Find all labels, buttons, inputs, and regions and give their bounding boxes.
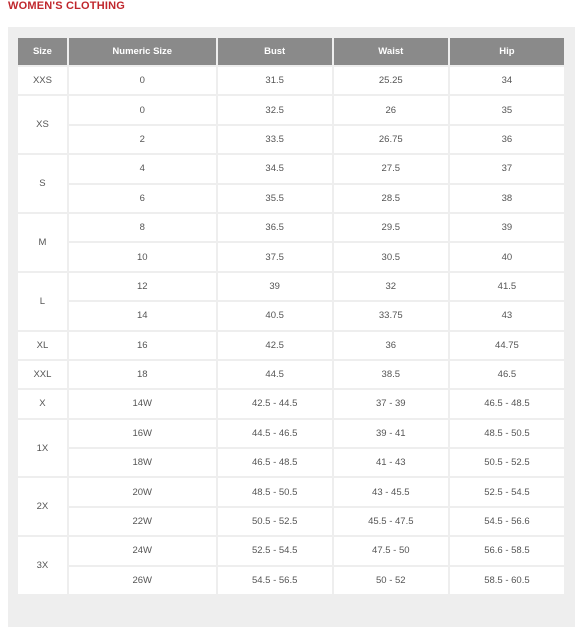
table-row — [18, 537, 564, 564]
waist-cell: 47.5 - 50 — [334, 537, 448, 564]
bust-cell: 54.5 - 56.5 — [218, 567, 332, 594]
table-row — [18, 243, 564, 270]
bust-cell: 34.5 — [218, 155, 332, 182]
numeric-size-cell: 18W — [69, 449, 216, 476]
numeric-size-cell: 2 — [69, 126, 216, 153]
numeric-size-cell: 12 — [69, 273, 216, 300]
hip-cell: 38 — [450, 185, 564, 212]
bust-cell: 37.5 — [218, 243, 332, 270]
table-row — [18, 332, 564, 359]
hip-cell: 40 — [450, 243, 564, 270]
waist-cell: 29.5 — [334, 214, 448, 241]
waist-cell: 50 - 52 — [334, 567, 448, 594]
waist-cell: 33.75 — [334, 302, 448, 329]
size-cell: M — [18, 214, 67, 271]
waist-cell: 32 — [334, 273, 448, 300]
table-row — [18, 214, 564, 241]
header-bust: Bust — [218, 38, 332, 65]
size-cell: 2X — [18, 478, 67, 535]
numeric-size-cell: 6 — [69, 185, 216, 212]
numeric-size-cell: 8 — [69, 214, 216, 241]
numeric-size-cell: 0 — [69, 96, 216, 123]
size-cell: XL — [18, 332, 67, 359]
table-header-row — [18, 38, 564, 65]
waist-cell: 38.5 — [334, 361, 448, 388]
hip-cell: 52.5 - 54.5 — [450, 478, 564, 505]
table-row — [18, 508, 564, 535]
bust-cell: 44.5 — [218, 361, 332, 388]
table-row — [18, 567, 564, 594]
size-cell: XS — [18, 96, 67, 153]
hip-cell: 58.5 - 60.5 — [450, 567, 564, 594]
header-hip: Hip — [450, 38, 564, 65]
size-chart-table — [16, 36, 566, 596]
numeric-size-cell: 16 — [69, 332, 216, 359]
size-cell: 1X — [18, 420, 67, 477]
bust-cell: 39 — [218, 273, 332, 300]
size-cell: X — [18, 390, 67, 417]
bust-cell: 42.5 - 44.5 — [218, 390, 332, 417]
bust-cell: 35.5 — [218, 185, 332, 212]
numeric-size-cell: 4 — [69, 155, 216, 182]
waist-cell: 39 - 41 — [334, 420, 448, 447]
table-row — [18, 478, 564, 505]
hip-cell: 39 — [450, 214, 564, 241]
hip-cell: 56.6 - 58.5 — [450, 537, 564, 564]
header-numeric-size: Numeric Size — [69, 38, 216, 65]
numeric-size-cell: 10 — [69, 243, 216, 270]
size-cell: L — [18, 273, 67, 330]
waist-cell: 36 — [334, 332, 448, 359]
table-row — [18, 67, 564, 94]
waist-cell: 27.5 — [334, 155, 448, 182]
hip-cell: 35 — [450, 96, 564, 123]
hip-cell: 37 — [450, 155, 564, 182]
numeric-size-cell: 18 — [69, 361, 216, 388]
bust-cell: 50.5 - 52.5 — [218, 508, 332, 535]
hip-cell: 50.5 - 52.5 — [450, 449, 564, 476]
table-row — [18, 273, 564, 300]
bust-cell: 52.5 - 54.5 — [218, 537, 332, 564]
numeric-size-cell: 20W — [69, 478, 216, 505]
table-row — [18, 302, 564, 329]
bust-cell: 40.5 — [218, 302, 332, 329]
waist-cell: 28.5 — [334, 185, 448, 212]
size-cell: 3X — [18, 537, 67, 594]
waist-cell: 30.5 — [334, 243, 448, 270]
waist-cell: 26 — [334, 96, 448, 123]
table-row — [18, 96, 564, 123]
bust-cell: 48.5 - 50.5 — [218, 478, 332, 505]
hip-cell: 46.5 — [450, 361, 564, 388]
bust-cell: 36.5 — [218, 214, 332, 241]
bust-cell: 32.5 — [218, 96, 332, 123]
table-row — [18, 155, 564, 182]
hip-cell: 46.5 - 48.5 — [450, 390, 564, 417]
size-cell: XXS — [18, 67, 67, 94]
hip-cell: 48.5 - 50.5 — [450, 420, 564, 447]
hip-cell: 41.5 — [450, 273, 564, 300]
bust-cell: 42.5 — [218, 332, 332, 359]
waist-cell: 26.75 — [334, 126, 448, 153]
header-waist: Waist — [334, 38, 448, 65]
table-row — [18, 361, 564, 388]
size-cell: S — [18, 155, 67, 212]
table-row — [18, 449, 564, 476]
waist-cell: 25.25 — [334, 67, 448, 94]
numeric-size-cell: 22W — [69, 508, 216, 535]
hip-cell: 36 — [450, 126, 564, 153]
numeric-size-cell: 14W — [69, 390, 216, 417]
numeric-size-cell: 0 — [69, 67, 216, 94]
numeric-size-cell: 24W — [69, 537, 216, 564]
hip-cell: 44.75 — [450, 332, 564, 359]
bust-cell: 31.5 — [218, 67, 332, 94]
waist-cell: 41 - 43 — [334, 449, 448, 476]
bust-cell: 44.5 - 46.5 — [218, 420, 332, 447]
hip-cell: 54.5 - 56.6 — [450, 508, 564, 535]
numeric-size-cell: 16W — [69, 420, 216, 447]
table-row — [18, 420, 564, 447]
numeric-size-cell: 26W — [69, 567, 216, 594]
hip-cell: 34 — [450, 67, 564, 94]
waist-cell: 45.5 - 47.5 — [334, 508, 448, 535]
table-row — [18, 126, 564, 153]
waist-cell: 37 - 39 — [334, 390, 448, 417]
bust-cell: 46.5 - 48.5 — [218, 449, 332, 476]
bust-cell: 33.5 — [218, 126, 332, 153]
table-row — [18, 390, 564, 417]
hip-cell: 43 — [450, 302, 564, 329]
header-size: Size — [18, 38, 67, 65]
waist-cell: 43 - 45.5 — [334, 478, 448, 505]
size-cell: XXL — [18, 361, 67, 388]
numeric-size-cell: 14 — [69, 302, 216, 329]
table-row — [18, 185, 564, 212]
page-title: WOMEN'S CLOTHING — [8, 0, 126, 12]
